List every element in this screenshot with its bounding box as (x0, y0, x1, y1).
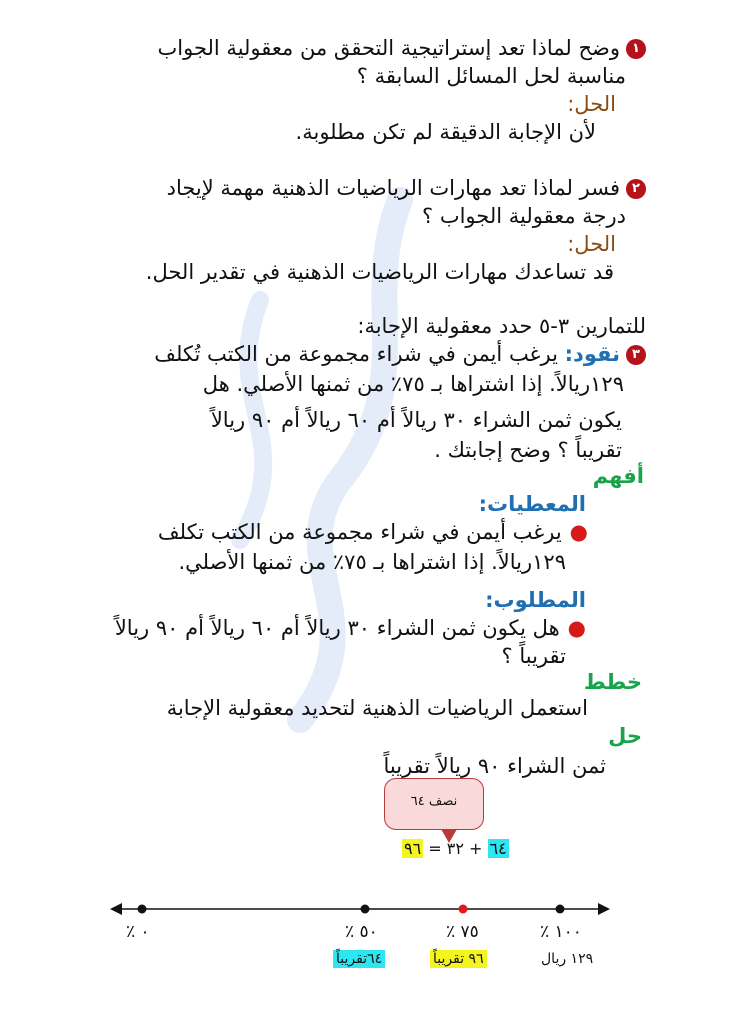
question-number-badge: ١ (626, 39, 646, 59)
understand-heading: أفهم (592, 464, 644, 488)
plan-text: استعمل الرياضيات الذهنية لتحديد معقولية الإجابة (166, 696, 588, 720)
solution-label: الحل: (567, 92, 616, 116)
equation (402, 839, 509, 858)
required-label: المطلوب: (485, 588, 586, 612)
price-129-label: ١٢٩ ريال (541, 951, 594, 967)
givens-label: المعطيات: (478, 492, 586, 516)
givens-line-1: ●يرغب أيمن في شراء مجموعة من الكتب تكلف (157, 520, 588, 544)
equation-result: ٩٦ (404, 839, 422, 858)
question-1-answer: لأن الإجابة الدقيقة لم تكن مطلوبة. (295, 120, 596, 144)
question-3-line-4: تقريباً ؟ وضح إجابتك . (434, 438, 622, 462)
question-number-badge: ٢ (626, 179, 646, 199)
estimate-96-label: ٩٦ تقريباً (430, 950, 487, 968)
question-2-line-1: ٢فسر لماذا تعد مهارات الرياضيات الذهنية مهمة لإيجاد (167, 174, 646, 202)
point-0 (138, 905, 147, 914)
question-1-line-2: مناسبة لحل المسائل السابقة ؟ (356, 64, 626, 88)
givens-line-2: ١٢٩ريالاً. إذا اشتراها بـ ٧٥٪ من ثمنها الأصلي. (178, 550, 566, 574)
solve-heading: حل (608, 724, 642, 748)
tick-label-100: ١٠٠ ٪ (540, 922, 582, 942)
required-line-1: ●هل يكون ثمن الشراء ٣٠ ريالاً أم ٦٠ ريالاً أم ٩٠ ريالاً (114, 616, 586, 640)
question-3-line-3: يكون ثمن الشراء ٣٠ ريالاً أم ٦٠ ريالاً أم ٩٠ ريالاً (210, 408, 622, 432)
point-100 (556, 905, 565, 914)
point-50 (361, 905, 370, 914)
number-line (110, 896, 610, 922)
question-3-keyword: نقود: (564, 342, 620, 366)
tick-label-0: ٠ ٪ (126, 922, 150, 942)
speech-bubble: نصف ٦٤ (384, 778, 484, 830)
bullet-icon: ● (567, 616, 586, 640)
question-3-line-2: ١٢٩ريالاً. إذا اشتراها بـ ٧٥٪ من ثمنها الأصلي. هل (202, 372, 624, 396)
question-number-badge: ٣ (626, 345, 646, 365)
equation-term-a: ٦٤ (489, 839, 507, 858)
tick-label-75: ٧٥ ٪ (446, 922, 479, 942)
tick-label-50: ٥٠ ٪ (345, 922, 378, 942)
required-line-2: تقريباً ؟ (501, 644, 566, 668)
solution-label: الحل: (567, 232, 616, 256)
question-3-line-1: ٣نقود: يرغب أيمن في شراء مجموعة من الكتب تُكلف (154, 340, 646, 368)
question-1-line-1: ١وضح لماذا تعد إستراتيجية التحقق من معقولية الجواب (158, 34, 646, 62)
question-2-line-2: درجة معقولية الجواب ؟ (422, 204, 626, 228)
estimate-64-label: ٦٤تقريباً (333, 950, 385, 968)
point-75 (459, 905, 468, 914)
left-arrow-icon (110, 903, 122, 915)
plan-heading: خطط (583, 670, 642, 694)
bullet-icon: ● (569, 520, 588, 544)
exercises-intro: للتمارين ٣-٥ حدد معقولية الإجابة: (357, 314, 646, 338)
question-2-answer: قد تساعدك مهارات الرياضيات الذهنية في تقدير الحل. (145, 260, 614, 284)
right-arrow-icon (598, 903, 610, 915)
equation-middle: + ٣٢ = (423, 839, 488, 858)
solve-text: ثمن الشراء ٩٠ ريالاً تقريباً (383, 754, 606, 778)
